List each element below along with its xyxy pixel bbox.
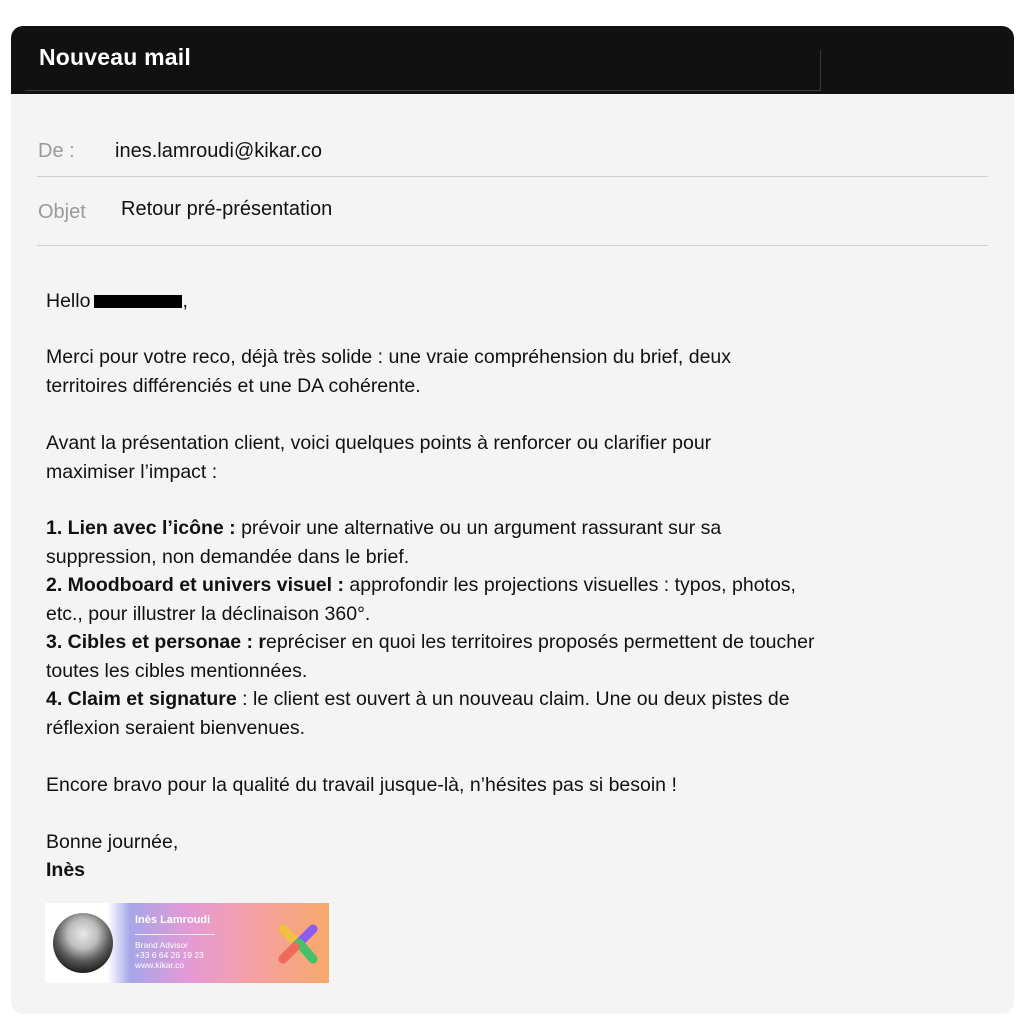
from-label: De : xyxy=(38,140,75,162)
point-title: 2. Moodboard et univers visuel : xyxy=(46,574,344,596)
point-title: 4. Claim et signature xyxy=(46,688,237,710)
paragraph-line: Merci pour votre reco, déjà très solide : une vraie compréhension du brief, deux xyxy=(46,346,732,368)
signature-phone: +33 6 64 26 19 23 xyxy=(135,950,204,960)
point-text: : le client est ouvert à un nouveau claim. Une ou deux pistes de xyxy=(236,688,790,710)
closing-line: Encore bravo pour la qualité du travail jusque-là, n’hésites pas si besoin ! xyxy=(46,774,677,796)
greeting-suffix: , xyxy=(182,290,188,312)
paragraph-line: maximiser l’impact : xyxy=(46,460,218,483)
paragraph-line: territoires différenciés et une DA cohérente. xyxy=(46,374,421,397)
email-signature-card xyxy=(45,903,329,983)
signer-name: Inès xyxy=(46,859,86,881)
paragraph-1 xyxy=(46,343,986,400)
title-bar xyxy=(11,26,1014,94)
greeting-line xyxy=(46,287,986,316)
point-text: approfondir les projections visuelles : typos, photos, xyxy=(343,574,796,596)
point-text: réflexion seraient bienvenues. xyxy=(46,716,306,739)
point-text: prévoir une alternative ou un argument rassurant sur sa xyxy=(235,517,722,539)
profile-photo xyxy=(53,913,113,973)
subject-label: Objet xyxy=(38,201,86,223)
divider xyxy=(37,245,988,246)
point-title: 3. Cibles et personae : r xyxy=(46,631,266,653)
point-text: suppression, non demandée dans le brief. xyxy=(46,545,410,568)
mail-compose-window xyxy=(11,26,1014,1014)
signoff-line: Bonne journée, xyxy=(46,831,179,853)
point-text: etc., pour illustrer la déclinaison 360°. xyxy=(46,602,371,625)
list-item xyxy=(46,514,986,571)
paragraph-line: Avant la présentation client, voici quelques points à renforcer ou clarifier pour xyxy=(46,432,712,454)
list-item xyxy=(46,685,986,742)
redacted-name xyxy=(94,295,182,308)
list-item xyxy=(46,628,986,685)
divider xyxy=(37,176,988,177)
point-title: 1. Lien avec l’icône : xyxy=(46,517,236,539)
list-item xyxy=(46,571,986,628)
points-list xyxy=(46,514,986,742)
signature-name: Inès Lamroudi xyxy=(135,914,211,926)
paragraph-2 xyxy=(46,429,986,486)
greeting-text: Hello xyxy=(46,290,91,312)
signature-role: Brand Advisor xyxy=(135,940,188,950)
signature-website[interactable]: www.kikar.co xyxy=(135,960,185,970)
subject-field[interactable]: Retour pré-présentation xyxy=(121,198,333,220)
point-text: toutes les cibles mentionnées. xyxy=(46,659,308,682)
window-title: Nouveau mail xyxy=(39,44,191,70)
point-text: epréciser en quoi les territoires proposés permettent de toucher xyxy=(266,631,815,653)
signature-divider xyxy=(135,934,215,935)
kikar-x-logo-icon xyxy=(275,921,321,967)
from-field[interactable]: ines.lamroudi@kikar.co xyxy=(115,140,323,162)
